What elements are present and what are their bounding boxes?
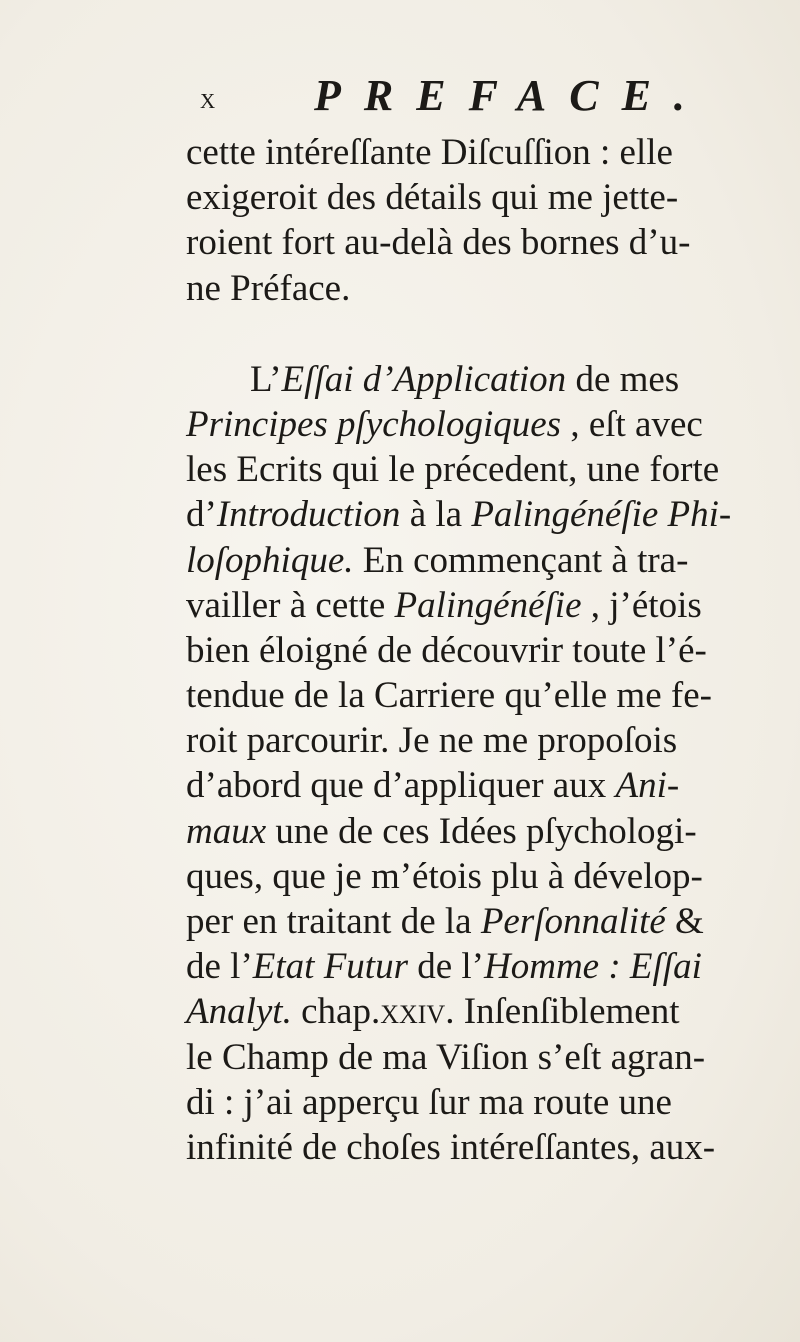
text-line <box>186 809 776 854</box>
text-run: . Inſenſiblement <box>445 991 680 1033</box>
text-run: une de ces Idées pſychologi- <box>266 810 697 852</box>
text-run: per en traitant de la <box>186 901 481 942</box>
text-run: , eſt avec <box>561 403 703 445</box>
text-line: les Ecrits qui le précedent, une forte <box>186 449 720 491</box>
text-line: bien éloigné de découvrir toute l’é- <box>186 629 707 671</box>
paragraph-gap <box>186 311 776 357</box>
running-head: PREFACE. <box>314 71 708 120</box>
italic-title: loſophique. <box>186 539 354 581</box>
italic-title: Eſſai d’Application <box>281 358 567 400</box>
chapter-numeral: xxiv <box>380 991 446 1033</box>
page-number: x <box>200 82 217 115</box>
text-run: En commençant à tra- <box>353 539 689 581</box>
italic-title: Palingénéſie Phi- <box>471 494 732 536</box>
text-run: d’abord que d’appliquer aux <box>186 765 616 807</box>
paragraph-1 <box>186 130 776 311</box>
italic-title: Perſonnalité <box>480 901 666 942</box>
text-line <box>186 357 776 402</box>
text-run: de l’ <box>186 946 253 988</box>
page-header <box>200 70 708 130</box>
italic-title: Etat Futur <box>252 946 408 988</box>
text-line: exigeroit des détails qui me jette- <box>186 177 679 219</box>
italic-title: Analyt. <box>186 991 292 1033</box>
text-line <box>186 402 776 447</box>
text-line: roit parcourir. Je ne me propoſois <box>186 720 678 762</box>
text-run: chap. <box>291 991 381 1033</box>
text-run: d’ <box>186 494 217 536</box>
text-line: ne Préface. <box>186 267 351 309</box>
text-run: à la <box>400 494 472 536</box>
italic-word: maux <box>186 810 267 852</box>
italic-title: Introduction <box>216 494 401 536</box>
italic-word: Ani- <box>615 765 680 807</box>
text-line: di : j’ai apperçu ſur ma route une <box>186 1081 672 1123</box>
italic-title: Palingénéſie <box>394 584 582 626</box>
text-line: ques, que je m’étois plu à dévelop- <box>186 855 703 897</box>
body-text <box>186 130 776 1170</box>
text-line: cette intéreſſante Diſcuſſion : elle <box>186 132 673 173</box>
text-run: de l’ <box>407 946 485 988</box>
text-run: L’ <box>250 358 282 400</box>
text-line <box>186 944 776 989</box>
text-line <box>186 899 776 944</box>
text-line: tendue de la Carriere qu’elle me fe- <box>186 675 712 717</box>
text-line <box>186 989 776 1034</box>
italic-title: Homme : Eſſai <box>484 946 702 988</box>
text-run: de mes <box>566 358 680 400</box>
text-line <box>186 538 776 583</box>
text-run: vailler à cette <box>186 584 395 626</box>
italic-title: Principes pſychologiques <box>186 403 562 445</box>
text-line <box>186 492 776 537</box>
text-line: le Champ de ma Viſion s’eſt agran- <box>186 1036 706 1078</box>
text-run: & <box>665 901 704 942</box>
text-line <box>186 763 776 808</box>
text-line: roient fort au-delà des bornes d’u- <box>186 222 691 264</box>
text-line: infinité de choſes intéreſſantes, aux- <box>186 1126 716 1168</box>
paragraph-2 <box>186 357 776 1170</box>
text-run: , j’étois <box>581 584 702 626</box>
text-line <box>186 583 776 628</box>
